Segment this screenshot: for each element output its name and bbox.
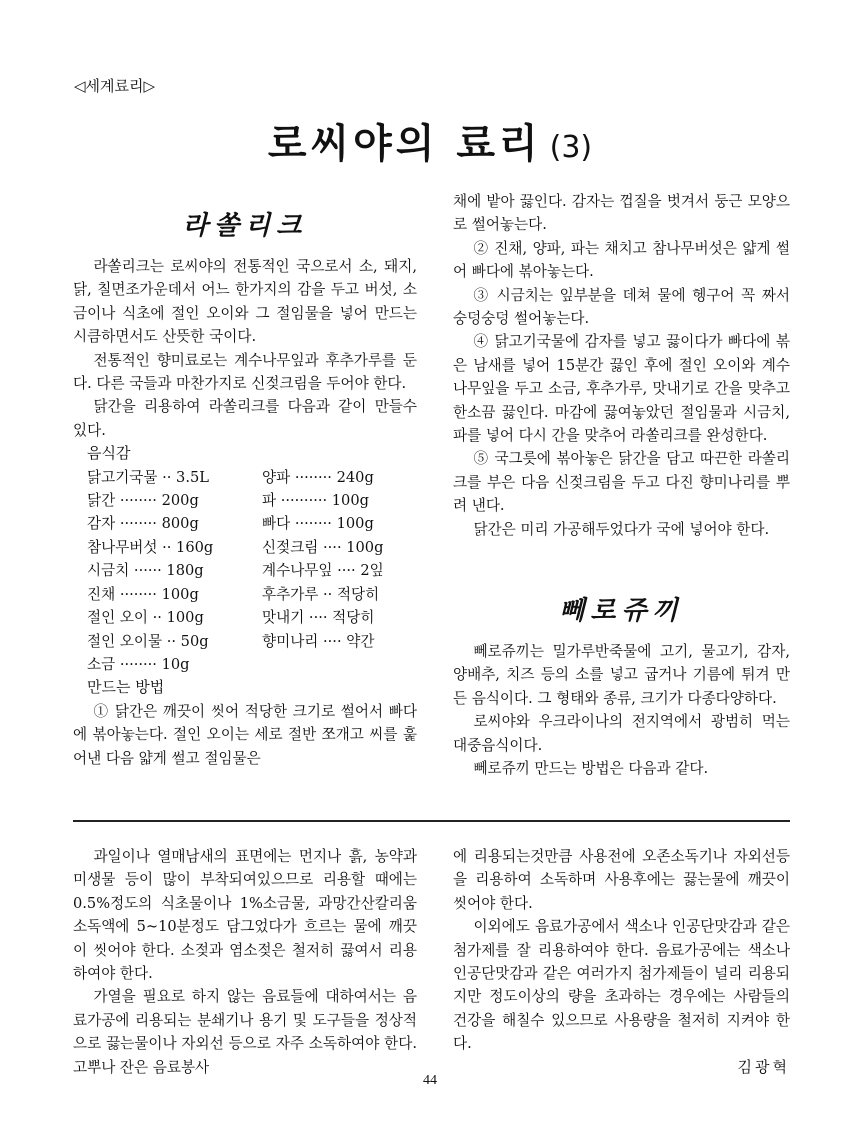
dish1-intro-1: 라쏠리크는 로씨야의 전통적인 국으로서 소, 돼지, 닭, 칠면조가운데서 어느 한가지의 감을 두고 버섯, 소금이나 식초에 절인 오이와 그 절임물을 넣어 만드는 시큼하면서도 산뜻한 국이다. bbox=[73, 258, 417, 346]
title-text: 로씨야의 료리 bbox=[267, 121, 542, 167]
bottom-left-column bbox=[73, 845, 417, 1079]
ingredients-table bbox=[73, 466, 417, 677]
method-heading: 만드는 방법 bbox=[87, 678, 165, 697]
ingredient: 절인 오이물 ·· 50g bbox=[87, 632, 209, 650]
ingredient: 절인 오이 ·· 100g bbox=[87, 609, 204, 627]
bottom-right-column bbox=[453, 845, 790, 1079]
ingredient-row bbox=[73, 559, 417, 582]
method-note: 닭간은 미리 가공해두었다가 국에 넣어야 한다. bbox=[473, 520, 770, 538]
ingredient: 닭고기국물 ·· 3.5L bbox=[87, 468, 209, 486]
method-step-5: ⑤ 국그릇에 볶아놓은 닭간을 담고 따끈한 라쏠리크를 부은 다음 신젖크림을 두고 다진 향미나리를 뿌려 낸다. bbox=[453, 450, 790, 515]
dish1-intro-3: 닭간을 리용하여 라쏠리크를 다음과 같이 만들수 있다. bbox=[73, 398, 417, 439]
dish2-heading: 뻬로쥬끼 bbox=[559, 596, 684, 626]
ingredient: 소금 ········ 10g bbox=[87, 655, 190, 673]
dish2-text bbox=[453, 640, 790, 780]
ingredient: 계수나무잎 ···· 2잎 bbox=[262, 562, 384, 580]
ingredient: 감자 ········ 800g bbox=[87, 515, 199, 533]
ingredient-row bbox=[73, 466, 417, 489]
method-step-1: ① 닭간은 깨끗이 씻어 적당한 크기로 썰어서 빠다에 볶아놓는다. 절인 오이는 세로 절반 쪼개고 씨를 훑어낸 다음 얇게 썰고 절임물은 bbox=[73, 702, 417, 767]
bottom-para-1: 과일이나 열매남새의 표면에는 먼지나 흙, 농약과 미생물 등이 많이 부착되여있으므로 리용할 때에는 0.5%정도의 식초물이나 1%소금물, 과망간산칼리움소독액에 5~10분정도 담그었다가 흐르는 물에 깨끗이 씻어야 한다. 소젖과 염소젖은 철저히 끓여서 리용하여야 한다. bbox=[73, 848, 417, 983]
left-column bbox=[73, 255, 417, 770]
ingredient-row bbox=[73, 606, 417, 629]
dish2-para-2: 로씨야와 우크라이나의 전지역에서 광범히 먹는 대중음식이다. bbox=[453, 713, 790, 754]
ingredient-row bbox=[73, 536, 417, 559]
ingredient-row bbox=[73, 653, 417, 676]
dish2-para-3: 뻬로쥬끼 만드는 방법은 다음과 같다. bbox=[473, 760, 709, 778]
dish1-heading: 라쏠리크 bbox=[182, 211, 308, 241]
method-step-2: ② 진채, 양파, 파는 채치고 참나무버섯은 얇게 썰어 빠다에 볶아놓는다. bbox=[453, 239, 790, 281]
ingredients-heading: 음식감 bbox=[87, 444, 131, 463]
page-number: 44 bbox=[423, 1073, 437, 1088]
ingredient: 향미나리 ···· 약간 bbox=[262, 632, 375, 650]
bottom-para-3: 이외에도 음료가공에서 색소나 인공단맛감과 같은 첨가제를 잘 리용하여야 한다. 음료가공에는 색소나 인공단맛감과 같은 여러가지 첨가제들이 널리 리용되지만 정도이상의 량을 초과하는 경우에는 사람들의 건강을 해칠수 있으므로 사용량을 철저히 지켜야 한다. bbox=[453, 918, 790, 1053]
ingredient bbox=[262, 653, 417, 676]
method-step-4: ④ 닭고기국물에 감자를 넣고 끓이다가 빠다에 볶은 남새를 넣어 15분간 끓인 후에 절인 오이와 계수나무잎을 두고 소금, 후추가루, 맛내기로 간을 맞추고 한소끔 끓인다. 마감에 끓여놓았던 절임물과 시금치, 파를 넣어 다시 간을 맞추어 라쏠리크를 완성한다. bbox=[453, 333, 790, 445]
ingredient: 파 ·········· 100g bbox=[262, 492, 369, 510]
section-divider bbox=[73, 820, 790, 822]
title-number: (3) bbox=[549, 130, 593, 165]
bottom-para-2-cont: 에 리용되는것만큼 사용전에 오존소독기나 자외선등을 리용하여 소독하며 사용후에는 끓는물에 깨끗이 씻어야 한다. bbox=[453, 848, 790, 912]
ingredient: 빠다 ········ 100g bbox=[262, 515, 374, 533]
ingredient: 후추가루 ·· 적당히 bbox=[262, 585, 380, 603]
ingredient-row bbox=[73, 583, 417, 606]
dish2-para-1: 뻬로쥬끼는 밀가루반죽물에 고기, 물고기, 감자, 양배추, 치즈 등의 소를 넣고 굽거나 기름에 튀겨 만든 음식이다. 그 형태와 종류, 크기가 다종다양하다. bbox=[453, 643, 790, 707]
ingredient: 참나무버섯 ·· 160g bbox=[87, 538, 214, 556]
ingredient: 신젖크림 ···· 100g bbox=[262, 538, 384, 556]
ingredient-row bbox=[73, 489, 417, 512]
method-step-3: ③ 시금치는 잎부분을 데쳐 물에 헹구어 꼭 짜서 숭덩숭덩 썰어놓는다. bbox=[453, 286, 790, 328]
ingredient-row bbox=[73, 630, 417, 653]
dish1-intro-2: 전통적인 향미료로는 계수나무잎과 후추가루를 둔다. 다른 국들과 마찬가지로 신젖크림을 두어야 한다. bbox=[73, 351, 417, 393]
right-column bbox=[453, 190, 790, 541]
ingredient: 진채 ········ 100g bbox=[87, 585, 199, 603]
ingredient-row bbox=[73, 512, 417, 535]
bottom-para-2: 가열을 필요로 하지 않는 음료들에 대하여서는 음료가공에 리용되는 분쇄기나 용기 및 도구들을 정상적으로 끓는물이나 자외선 등으로 자주 소독하여야 한다. 고뿌나 잔은 음료봉사 bbox=[73, 988, 417, 1076]
page-title bbox=[0, 112, 860, 169]
ingredient: 시금치 ······ 180g bbox=[87, 562, 204, 580]
method-step-1-cont: 채에 밭아 끓인다. 감자는 껍질을 벗겨서 둥근 모양으로 썰어놓는다. bbox=[453, 193, 790, 234]
ingredient: 닭간 ········ 200g bbox=[87, 492, 199, 510]
section-tag: ◁세계료리▷ bbox=[74, 77, 156, 95]
ingredient: 맛내기 ···· 적당히 bbox=[262, 609, 375, 627]
author-name: 김광혁 bbox=[737, 1057, 790, 1076]
ingredient: 양파 ········ 240g bbox=[262, 468, 374, 486]
